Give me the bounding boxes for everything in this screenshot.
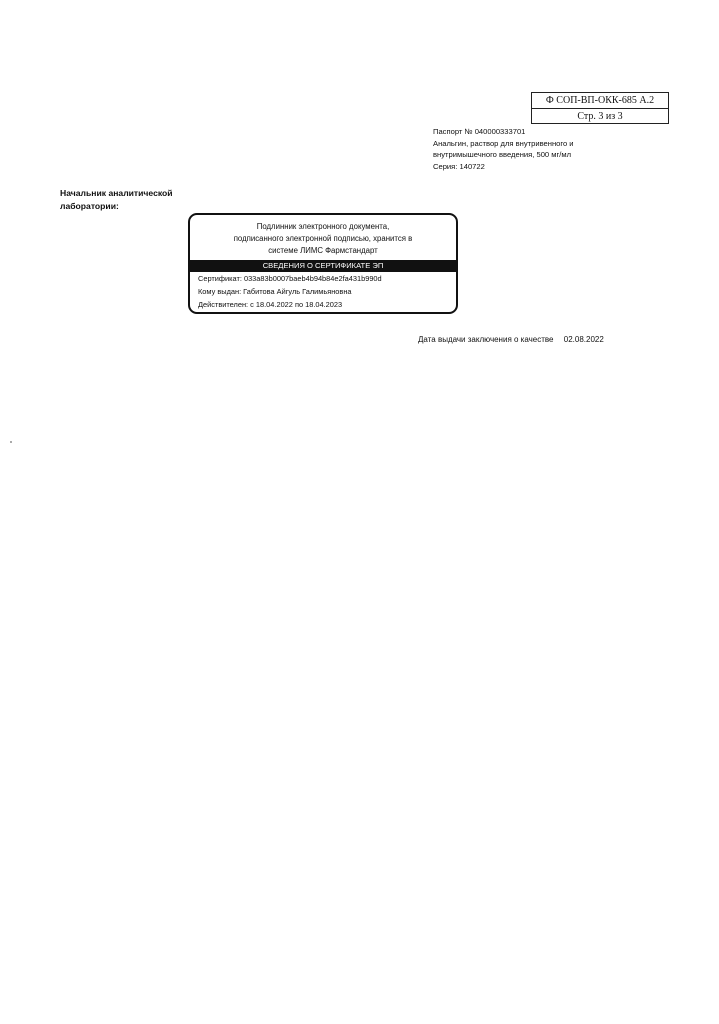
form-code: Ф СОП-ВП-ОКК-685 А.2 bbox=[545, 95, 655, 106]
scan-speck bbox=[10, 441, 12, 443]
stamp-notice bbox=[190, 215, 456, 257]
stamp-notice-line-2: подписанного электронной подписью, хранится в bbox=[233, 234, 413, 243]
quality-conclusion-date bbox=[418, 335, 604, 344]
passport-block bbox=[433, 126, 603, 172]
certificate-details bbox=[190, 272, 456, 311]
passport-number: Паспорт № 040000333701 bbox=[433, 127, 526, 136]
certificate-serial: Сертификат: 033a83b0007baeb4b94b84e2fa431b990d bbox=[198, 274, 382, 283]
electronic-signature-stamp bbox=[188, 213, 458, 314]
signatory-title bbox=[60, 187, 173, 213]
certificate-validity: Действителен: с 18.04.2022 по 18.04.2023 bbox=[198, 300, 343, 309]
product-name-line-1: Анальгин, раствор для внутривенного и bbox=[433, 138, 574, 148]
signatory-title-line-1: Начальник аналитической bbox=[60, 188, 173, 198]
stamp-notice-line-3: системе ЛИМС Фармстандарт bbox=[268, 246, 378, 255]
signatory-title-line-2: лаборатории: bbox=[60, 201, 119, 211]
stamp-notice-line-1: Подлинник электронного документа, bbox=[256, 222, 390, 231]
certificate-holder: Кому выдан: Габитова Айгуль Галимьяновна bbox=[198, 287, 352, 296]
issue-date-value: 02.08.2022 bbox=[563, 335, 604, 344]
series-number: Серия: 140722 bbox=[433, 161, 485, 171]
page-number: Стр. 3 из 3 bbox=[532, 108, 668, 124]
product-name-line-2: внутримышечного введения, 500 мг/мл bbox=[433, 150, 572, 159]
certificate-info-band: СВЕДЕНИЯ О СЕРТИФИКАТЕ ЭП bbox=[190, 260, 456, 272]
form-code-box bbox=[531, 92, 669, 124]
issue-date-label: Дата выдачи заключения о качестве bbox=[418, 335, 554, 344]
